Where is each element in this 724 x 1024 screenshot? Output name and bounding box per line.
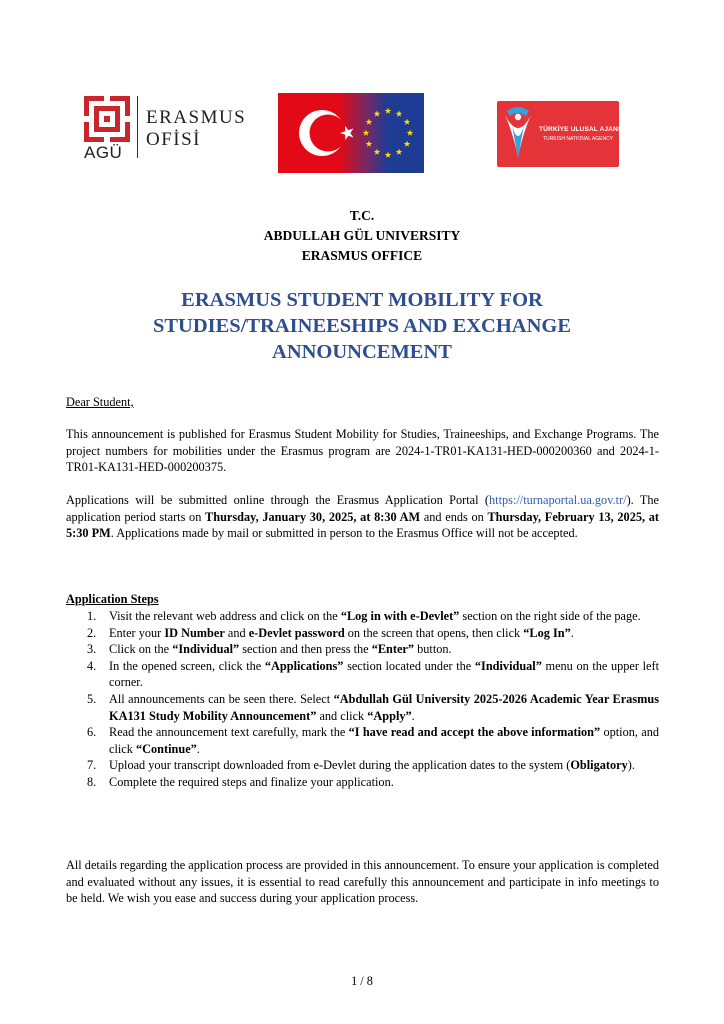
text: Upload your transcript downloaded from e-Devlet during the application dates to the system (: [109, 758, 571, 773]
national-agency-emblem-icon: [499, 103, 537, 165]
end-date: Thursday, February 13, 2025, at 5:30 PM: [66, 509, 659, 541]
step-number: 6.: [87, 725, 97, 740]
step-item: [66, 724, 659, 757]
logo-divider: [137, 96, 138, 158]
step-number: 2.: [87, 625, 97, 640]
emphasis: “Applications”: [264, 658, 344, 673]
step-item: [66, 658, 659, 691]
institution-line-3: ERASMUS OFFICE: [301, 248, 423, 263]
emphasis: Obligatory: [570, 758, 628, 773]
portal-link[interactable]: https://turnaportal.ua.gov.tr/: [489, 493, 627, 507]
start-date: Thursday, January 30, 2025, at 8:30 AM: [205, 509, 421, 524]
step-number: 3.: [87, 642, 97, 657]
text: .: [411, 708, 415, 723]
text: option, and click: [109, 725, 659, 756]
salutation: Dear Student,: [66, 395, 134, 409]
office-name-line-2: OFİSİ: [146, 129, 202, 150]
emphasis: “Abdullah Gül University 2025-2026 Academic Year Erasmus KA131 Study Mobility Announcement”: [109, 691, 659, 723]
text: on the screen that opens, then click: [344, 625, 524, 640]
emphasis: “Enter”: [371, 642, 415, 657]
text: Complete the required steps and finalize your application.: [109, 774, 394, 789]
text: and click: [316, 708, 368, 723]
text: and ends on: [420, 509, 488, 524]
emphasis: “I have read and accept the above information”: [348, 725, 601, 740]
text: Read the announcement text carefully, mark the: [109, 725, 349, 740]
text: .: [570, 625, 574, 640]
step-item: [66, 641, 659, 658]
agu-name: AGÜ: [84, 143, 123, 162]
step-item: [66, 757, 659, 774]
page-number: 1 / 8: [351, 974, 373, 988]
step-item: [66, 608, 659, 625]
emphasis: e-Devlet password: [248, 625, 345, 640]
text: .: [196, 741, 200, 756]
text: In the opened screen, click the: [109, 658, 265, 673]
emphasis: “Individual”: [474, 658, 542, 673]
announcement-title: ERASMUS STUDENT MOBILITY FOR STUDIES/TRAINEESHIPS AND EXCHANGE ANNOUNCEMENT: [152, 289, 572, 363]
step-number: 5.: [87, 691, 97, 706]
step-number: 4.: [87, 658, 97, 673]
emphasis: ID Number: [164, 625, 225, 640]
text: button.: [414, 642, 452, 657]
step-item: [66, 774, 659, 791]
turkey-eu-flag-banner: [278, 93, 424, 173]
institution-line-2: ABDULLAH GÜL UNIVERSITY: [263, 228, 461, 243]
text: Click on the: [109, 642, 173, 657]
emphasis: “Individual”: [172, 642, 240, 657]
emphasis: “Apply”: [367, 708, 412, 723]
text: menu on the upper left corner.: [109, 658, 659, 690]
text: ).: [627, 758, 635, 773]
emphasis: “Continue”: [135, 741, 197, 756]
step-item: [66, 625, 659, 642]
text: Applications will be submitted online through the Erasmus Application Portal (: [66, 493, 490, 507]
emphasis: “Log In”: [523, 625, 571, 640]
text: Enter your: [109, 625, 165, 640]
step-item: [66, 691, 659, 724]
text: and: [224, 625, 249, 640]
agu-erasmus-office-logo: [84, 96, 247, 164]
text: All announcements can be seen there. Select: [109, 691, 334, 706]
step-number: 7.: [87, 758, 97, 773]
closing-paragraph: All details regarding the application process are provided in this announcement. To ensure your application is completed and evaluated without any issues, it is essential to read carefully this announcement and participate in info meetings to be held. We wish you ease and success during your application process.: [66, 858, 659, 906]
application-period-paragraph: [66, 492, 659, 542]
text: Visit the relevant web address and click on the: [109, 609, 341, 623]
agu-emblem-icon: [84, 96, 130, 142]
intro-paragraph: This announcement is published for Erasmus Student Mobility for Studies, Traineeships, and Exchange Programs. The project numbers for mobilities under the Erasmus program are 2024-1-TR01-KA131-HED-000200360 and 2024-1-TR01-KA131-HED-000200375.: [66, 427, 659, 475]
text: section located under the: [343, 658, 475, 673]
emphasis: “Log in with e-Devlet”: [340, 609, 460, 623]
step-number: 1.: [87, 609, 97, 623]
steps-heading: Application Steps: [66, 592, 159, 606]
application-steps-list: [66, 608, 659, 791]
office-name-line-1: ERASMUS: [146, 107, 247, 128]
text: section on the right side of the page.: [459, 609, 641, 623]
step-number: 8.: [87, 774, 97, 789]
national-agency-subtitle: TURKISH NATIONAL AGENCY: [543, 136, 614, 142]
text: ). The application period starts on: [66, 493, 660, 524]
text: section and then press the: [239, 642, 372, 657]
national-agency-title: TÜRKİYE ULUSAL AJANSI: [539, 126, 625, 133]
turkish-national-agency-logo: [497, 101, 625, 167]
text: . Applications made by mail or submitted in person to the Erasmus Office will not be accepted.: [110, 526, 578, 541]
institution-line-1: T.C.: [349, 208, 375, 223]
